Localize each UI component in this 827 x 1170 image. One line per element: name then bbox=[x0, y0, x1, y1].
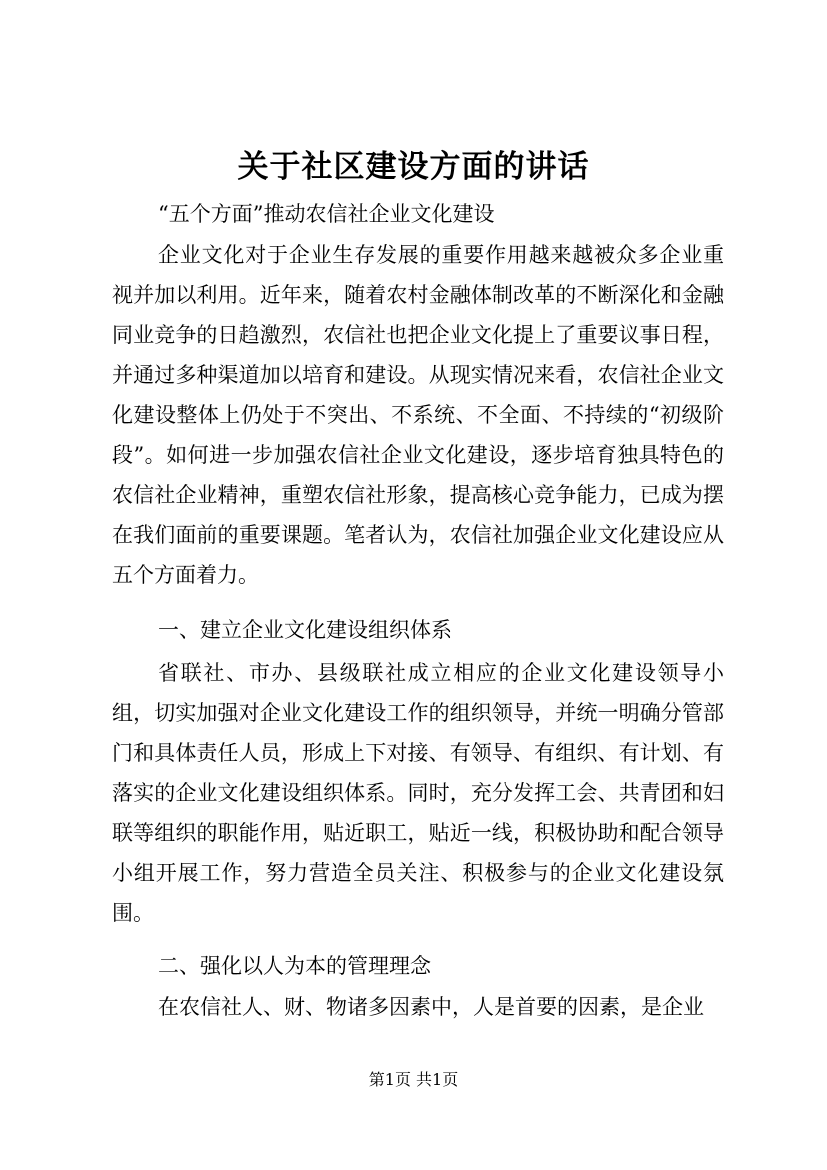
page-number-footer: 第1页 共1页 bbox=[368, 1070, 459, 1089]
paragraph-intro: 企业文化对于企业生存发展的重要作用越来越被众多企业重视并加以利用。近年来，随着农村金融体制改革的不断深化和金融同业竞争的日趋激烈，农信社也把企业文化提上了重要议事日程，并通过多种渠道加以培育和建设。从现实情况来看，农信社企业文化建设整体上仍处于不突出、不系统、不全面、不持续的“初级阶段”。如何进一步加强农信社企业文化建设，逐步培育独具特色的农信社企业精神，重塑农信社形象，提高核心竞争能力，已成为摆在我们面前的重要课题。笔者认为，农信社加强企业文化建设应从五个方面着力。 bbox=[112, 243, 724, 587]
paragraph-section-2: 在农信社人、财、物诸多因素中，人是首要的因素，是企业 bbox=[158, 995, 704, 1019]
paragraph-section-1: 省联社、市办、县级联社成立相应的企业文化建设领导小组，切实加强对企业文化建设工作的组织领导，并统一明确分管部门和具体责任人员，形成上下对接、有领导、有组织、有计划、有落实的企业文化建设组织体系。同时，充分发挥工会、共青团和妇联等组织的职能作用，贴近职工，贴近一线，积极协助和配合领导小组开展工作，努力营造全员关注、积极参与的企业文化建设氛围。 bbox=[112, 661, 724, 925]
document-title: 关于社区建设方面的讲话 bbox=[237, 149, 590, 185]
document-subtitle: “五个方面”推动农信社企业文化建设 bbox=[158, 202, 495, 226]
section-heading-2: 二、强化以人为本的管理理念 bbox=[158, 954, 431, 978]
section-heading-1: 一、建立企业文化建设组织体系 bbox=[158, 618, 452, 642]
